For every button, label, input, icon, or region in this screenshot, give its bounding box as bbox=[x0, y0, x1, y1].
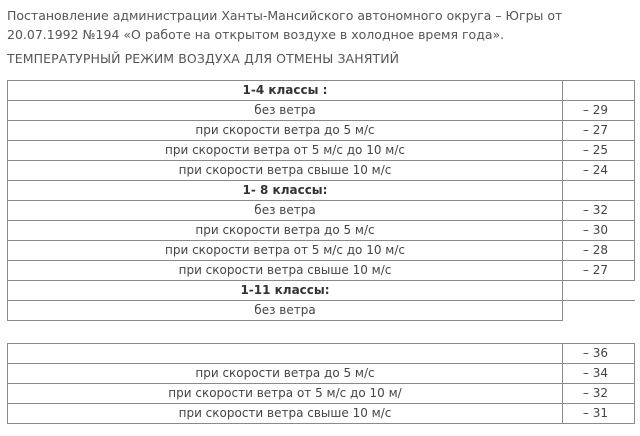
condition-cell: при скорости ветра свыше 10 м/с bbox=[8, 261, 563, 281]
temperature-cell: – 28 bbox=[563, 241, 635, 261]
temperature-cell: – 32 bbox=[563, 384, 635, 404]
condition-cell: при скорости ветра до 5 м/с bbox=[8, 121, 563, 141]
condition-cell: при скорости ветра от 5 м/с до 10 м/ bbox=[8, 384, 563, 404]
empty-cell bbox=[563, 301, 635, 321]
table-row bbox=[8, 261, 635, 281]
table-row bbox=[8, 404, 635, 424]
temperature-table-continuation bbox=[7, 343, 635, 424]
group-header-row bbox=[8, 181, 635, 201]
condition-cell: без ветра bbox=[8, 101, 563, 121]
table-row bbox=[8, 364, 635, 384]
temperature-cell: – 27 bbox=[563, 121, 635, 141]
temperature-cell: – 25 bbox=[563, 141, 635, 161]
condition-cell: при скорости ветра свыше 10 м/с bbox=[8, 404, 563, 424]
temperature-cell: – 32 bbox=[563, 201, 635, 221]
empty-cell bbox=[563, 181, 635, 201]
temperature-cell: – 29 bbox=[563, 101, 635, 121]
table-row bbox=[8, 241, 635, 261]
table-row bbox=[8, 344, 635, 364]
group-header-row bbox=[8, 81, 635, 101]
group-header: 1-4 классы : bbox=[8, 81, 563, 101]
table-row bbox=[8, 121, 635, 141]
condition-cell: при скорости ветра до 5 м/с bbox=[8, 364, 563, 384]
temperature-cell: – 30 bbox=[563, 221, 635, 241]
condition-cell: при скорости ветра свыше 10 м/с bbox=[8, 161, 563, 181]
table-row bbox=[8, 161, 635, 181]
section-title: ТЕМПЕРАТУРНЫЙ РЕЖИМ ВОЗДУХА ДЛЯ ОТМЕНЫ ЗАНЯТИЙ bbox=[7, 51, 400, 66]
empty-cell bbox=[563, 81, 635, 101]
table-row bbox=[8, 201, 635, 221]
temperature-cell: – 34 bbox=[563, 364, 635, 384]
temperature-cell: – 24 bbox=[563, 161, 635, 181]
temperature-cell: – 36 bbox=[563, 344, 635, 364]
condition-cell: без ветра bbox=[8, 201, 563, 221]
group-header: 1- 8 классы: bbox=[8, 181, 563, 201]
condition-cell: без ветра bbox=[8, 301, 563, 321]
condition-cell: при скорости ветра от 5 м/с до 10 м/с bbox=[8, 141, 563, 161]
temperature-cell: – 27 bbox=[563, 261, 635, 281]
intro-paragraph: Постановление администрации Ханты-Мансийского автономного округа – Югры от 20.07.1992 №194 «О работе на открытом воздухе в холодное время года». bbox=[7, 8, 563, 42]
group-header: 1-11 классы: bbox=[8, 281, 563, 301]
empty-cell bbox=[563, 281, 635, 301]
group-header-row bbox=[8, 281, 635, 301]
condition-cell: при скорости ветра до 5 м/с bbox=[8, 221, 563, 241]
condition-cell bbox=[8, 344, 563, 364]
temperature-table bbox=[7, 80, 635, 321]
table-row bbox=[8, 221, 635, 241]
table-row bbox=[8, 141, 635, 161]
condition-cell: при скорости ветра от 5 м/с до 10 м/с bbox=[8, 241, 563, 261]
table-row bbox=[8, 301, 635, 321]
temperature-cell: – 31 bbox=[563, 404, 635, 424]
table-row bbox=[8, 384, 635, 404]
table-row bbox=[8, 101, 635, 121]
